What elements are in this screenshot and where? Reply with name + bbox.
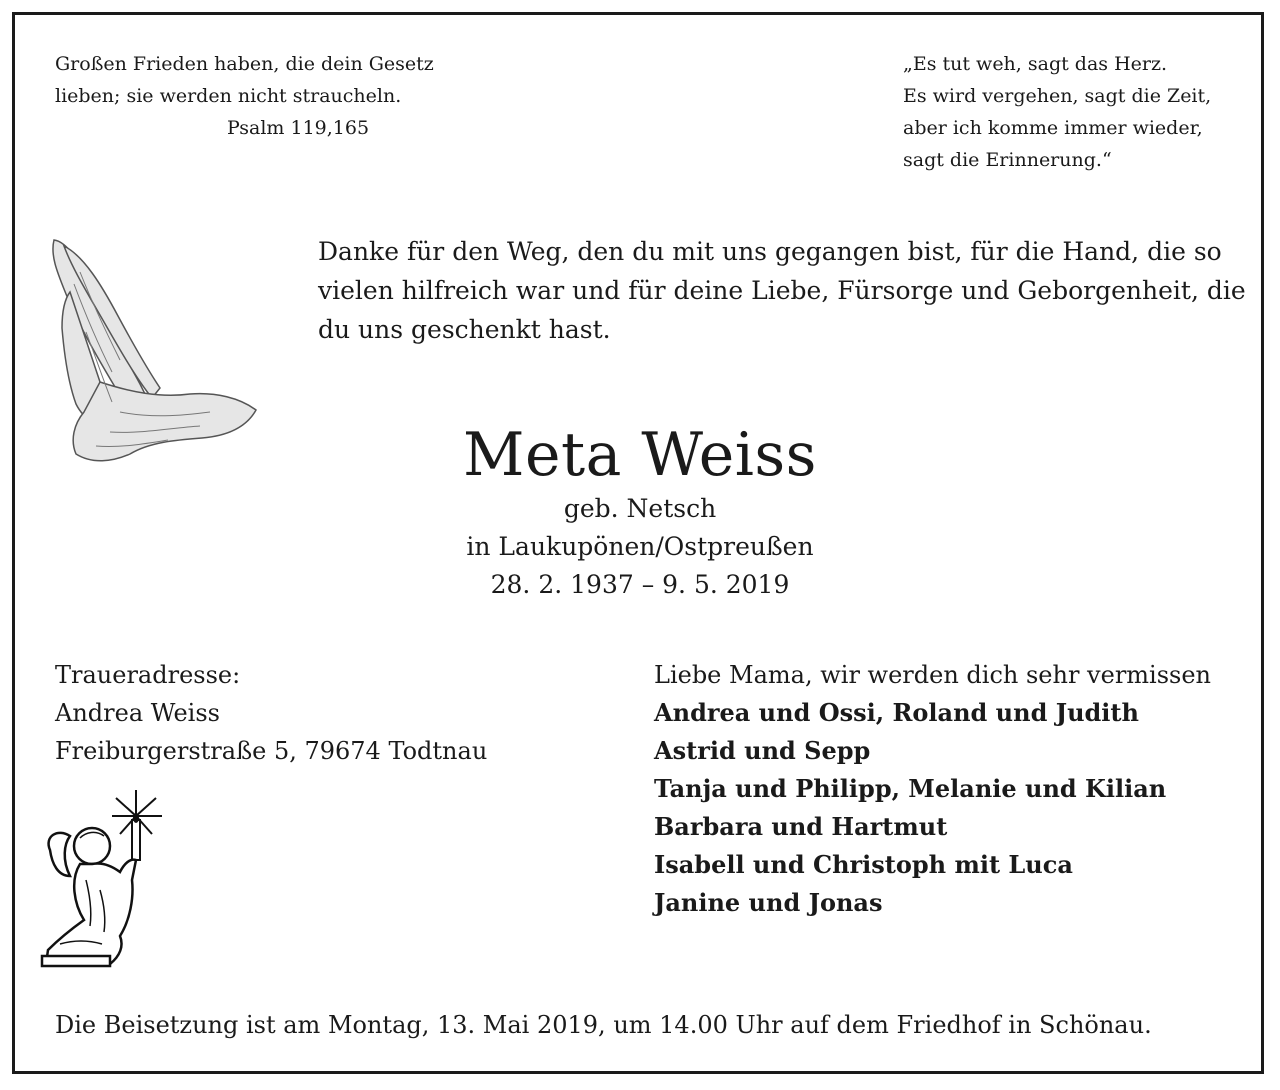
funeral-notice: Die Beisetzung ist am Montag, 13. Mai 2019, um 14.00 Uhr auf dem Friedhof in Schönau.	[55, 1011, 1152, 1039]
mourning-address	[55, 656, 487, 770]
family-member: Astrid und Sepp	[654, 736, 871, 765]
address-heading: Traueradresse:	[55, 661, 241, 689]
thanks-paragraph	[318, 232, 1246, 349]
thanks-line: du uns geschenkt hast.	[318, 315, 611, 344]
angel-with-candle-icon	[40, 780, 180, 970]
quote-line: sagt die Erinnerung.“	[903, 149, 1112, 171]
family-member: Barbara und Hartmut	[654, 812, 948, 841]
quote-line: aber ich komme immer wieder,	[903, 117, 1203, 139]
life-dates: 28. 2. 1937 – 9. 5. 2019	[490, 570, 790, 599]
quote-line: „Es tut weh, sagt das Herz.	[903, 53, 1168, 75]
birth-name: geb. Netsch	[563, 494, 717, 523]
verse-line: Großen Frieden haben, die dein Gesetz	[55, 53, 434, 75]
family-member: Tanja und Philipp, Melanie und Kilian	[654, 774, 1167, 803]
address-street: Freiburgerstraße 5, 79674 Todtnau	[55, 737, 488, 765]
family-member: Andrea und Ossi, Roland und Judith	[654, 698, 1139, 727]
family-intro: Liebe Mama, wir werden dich sehr vermissen	[654, 661, 1212, 689]
address-name: Andrea Weiss	[55, 699, 220, 727]
verse-line: lieben; sie werden nicht straucheln.	[55, 85, 402, 107]
thanks-line: vielen hilfreich war und für deine Liebe, Fürsorge und Geborgenheit, die	[318, 276, 1246, 305]
family-list	[654, 656, 1211, 922]
family-member: Isabell und Christoph mit Luca	[654, 850, 1073, 879]
quote-line: Es wird vergehen, sagt die Zeit,	[903, 85, 1212, 107]
birthplace: in Laukupönen/Ostpreußen	[466, 532, 814, 561]
deceased-info	[340, 420, 940, 604]
bible-verse	[55, 48, 434, 144]
verse-reference: Psalm 119,165	[227, 117, 370, 139]
memorial-quote	[903, 48, 1211, 176]
thanks-line: Danke für den Weg, den du mit uns gegangen bist, für die Hand, die so	[318, 237, 1222, 266]
praying-hands-icon	[40, 232, 260, 482]
deceased-name: Meta Weiss	[463, 420, 817, 490]
family-member: Janine und Jonas	[654, 888, 883, 917]
